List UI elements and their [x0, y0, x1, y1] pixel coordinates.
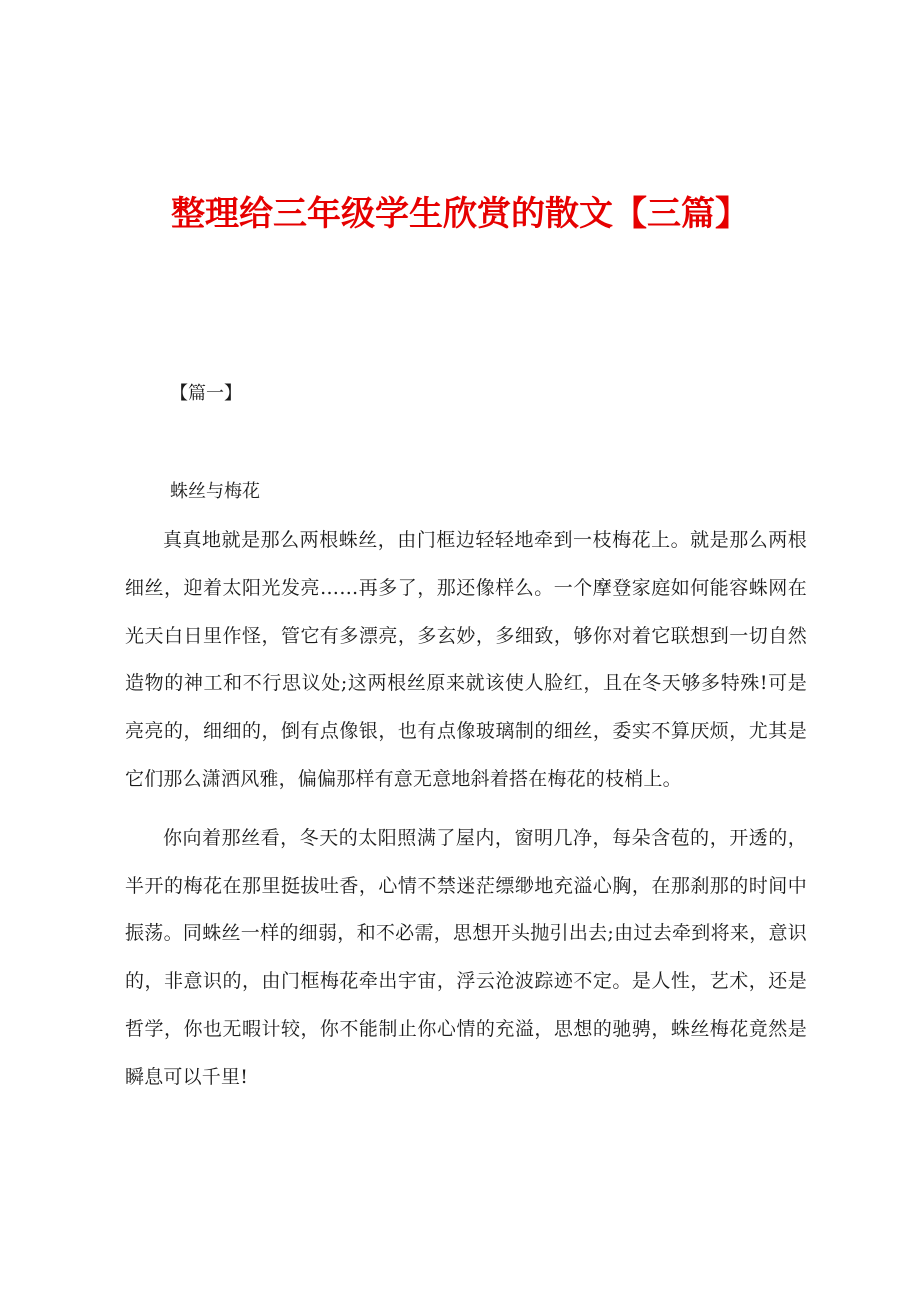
paragraph-2: 你向着那丝看，冬天的太阳照满了屋内，窗明几净，每朵含苞的，开透的，半开的梅花在那里挺拔吐香，心情不禁迷茫缥缈地充溢心胸，在那刹那的时间中振荡。同蛛丝一样的细弱，和不必需，思想开头抛引出去;由过去牵到将来，意识的，非意识的，由门框梅花牵出宇宙，浮云沧波踪迹不定。是人性，艺术，还是哲学，你也无暇计较，你不能制止你心情的充溢，思想的驰骋，蛛丝梅花竟然是瞬息可以千里! — [125, 826, 807, 1088]
document-title: 整理给三年级学生欣赏的散文【三篇】 — [171, 194, 749, 234]
paragraph-1: 真真地就是那么两根蛛丝，由门框边轻轻地牵到一枝梅花上。就是那么两根细丝，迎着太阳光发亮……再多了，那还像样么。一个摩登家庭如何能容蛛网在光天白日里作怪，管它有多漂亮，多玄妙，多细致，够你对着它联想到一切自然造物的神工和不行思议处;这两根丝原来就该使人脸红，且在冬天够多特殊!可是亮亮的，细细的，倒有点像银，也有点像玻璃制的细丝，委实不算厌烦，尤其是它们那么潇洒风雅，偏偏那样有意无意地斜着搭在梅花的枝梢上。 — [125, 529, 807, 790]
essay-body — [125, 477, 807, 1102]
section-label: 【篇一】 — [170, 383, 242, 404]
essay-title: 蛛丝与梅花 — [170, 481, 260, 502]
